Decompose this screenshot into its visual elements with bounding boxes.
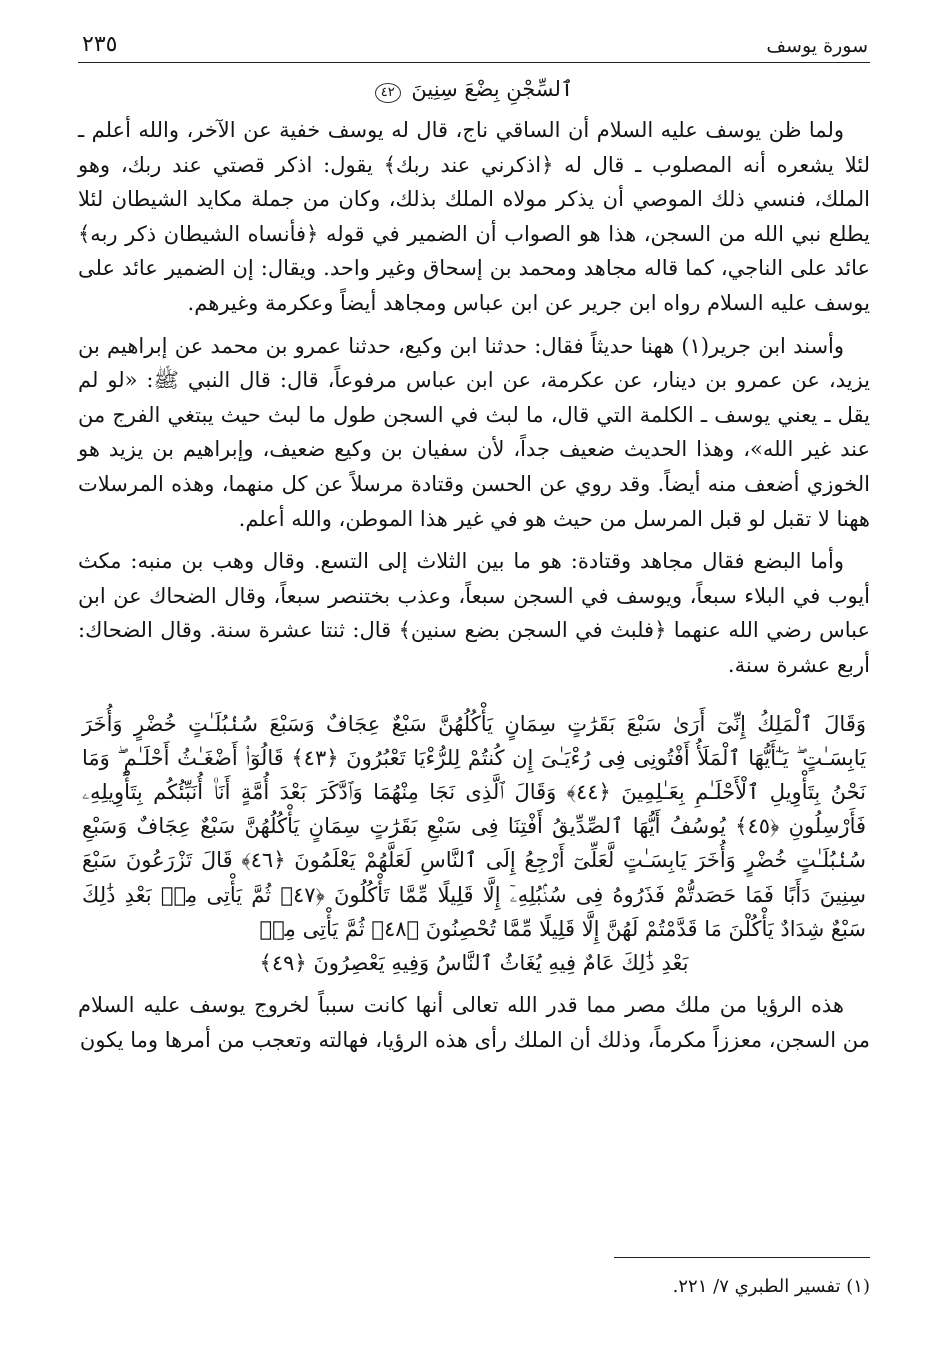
- closing-paragraph: هذه الرؤيا من ملك مصر مما قدر الله تعالى أنها كانت سبباً لخروج يوسف عليه السلام من السجن، معززاً مكرماً، وذلك أن الملك رأى هذه الرؤيا، فهالته وتعجب من أمرها وما يكون: [78, 993, 870, 1052]
- verse-heading: [78, 77, 870, 103]
- footnote-divider: [614, 1257, 870, 1258]
- verse-heading-text: ٱلسِّجْنِ بِضْعَ سِنِينَ: [411, 77, 574, 101]
- commentary-paragraph-2: وأسند ابن جرير(١) ههنا حديثاً فقال: حدثنا ابن وكيع، حدثنا عمرو بن محمد عن إبراهيم بن يزيد، عن عمرو بن دينار، عن عكرمة، عن ابن عباس مرفوعاً، قال: قال النبي ﷺ: «لو لم يقل ـ يعني يوسف ـ الكلمة التي قال، ما لبث في السجن طول ما لبث حيث يبتغي الفرج من عند غير الله»، وهذا الحديث ضعيف جداً، لأن سفيان بن وكيع ضعيف، وإبراهيم بن يزيد هو الخوزي أضعف منه أيضاً. وقد روي عن الحسن وقتادة مرسلاً عن كل منهما، وهذه المرسلات ههنا لا تقبل لو قبل المرسل من حيث هو في غير هذا الموطن، والله أعلم.: [78, 333, 870, 531]
- commentary-paragraph-1: ولما ظن يوسف عليه السلام أن الساقي ناج، قال له يوسف خفية عن الآخر، والله أعلم ـ لئلا يشعره أنه المصلوب ـ قال له ﴿اذكرني عند ربك﴾ يقول: اذكر قصتي عند ربك، وهو الملك، فنسي ذلك الموصي أن يذكر مولاه الملك بذلك، وكان من جملة مكايد الشيطان لئلا يطلع نبي الله من السجن، هذا هو الصواب أن الضمير في قوله ﴿فأنساه الشيطان ذكر ربه﴾ عائد على الناجي، كما قاله مجاهد ومحمد بن إسحاق وغير واحد. ويقال: إن الضمير عائد على يوسف عليه السلام رواه ابن جرير عن ابن عباس ومجاهد أيضاً وعكرمة وغيرهم.: [78, 118, 870, 315]
- quran-passage-last-line: بَعْدِ ذَٰلِكَ عَامٌ فِيهِ يُغَاثُ ٱلنَّاسُ وَفِيهِ يَعْصِرُونَ ﴿٤٩﴾: [259, 950, 689, 975]
- book-page: [78, 32, 870, 1332]
- verse-number: ٤٢: [375, 83, 401, 103]
- surah-title: سورة يوسف: [766, 35, 868, 57]
- quran-passage: [78, 707, 870, 981]
- quran-passage-text: وَقَالَ ٱلْمَلِكُ إِنِّىٓ أَرَىٰ سَبْعَ بَقَرَٰتٍ سِمَانٍ يَأْكُلُهُنَّ سَبْعٌ عِجَافٌ وَسَبْعَ سُنۢبُلَـٰتٍ خُضْرٍ وَأُخَرَ يَابِسَـٰتٍ ۖ يَـٰٓأَيُّهَا ٱلْمَلَأُ أَفْتُونِى فِى رُءْيَـٰىَ إِن كُنتُمْ لِلرُّءْيَا تَعْبُرُونَ ﴿٤٣﴾ قَالُوٓا۟ أَضْغَـٰثُ أَحْلَـٰمٍ ۖ وَمَا نَحْنُ بِتَأْوِيلِ ٱلْأَحْلَـٰمِ بِعَـٰلِمِينَ ﴿٤٤﴾ وَقَالَ ٱلَّذِى نَجَا مِنْهُمَا وَٱدَّكَرَ بَعْدَ أُمَّةٍ أَنَا۠ أُنَبِّئُكُم بِتَأْوِيلِهِۦ فَأَرْسِلُونِ ﴿٤٥﴾ يُوسُفُ أَيُّهَا ٱلصِّدِّيقُ أَفْتِنَا فِى سَبْعِ بَقَرَٰتٍ سِمَانٍ يَأْكُلُهُنَّ سَبْعٌ عِجَافٌ وَسَبْعِ سُنۢبُلَـٰتٍ خُضْرٍ وَأُخَرَ يَابِسَـٰتٍ لَّعَلِّىٓ أَرْجِعُ إِلَى ٱلنَّاسِ لَعَلَّهُمْ يَعْلَمُونَ ﴿٤٦﴾ قَالَ تَزْرَعُونَ سَبْعَ سِنِينَ دَأَبًا فَمَا حَصَدتُّمْ فَذَرُوهُ فِى سُنۢبُلِهِۦٓ إِلَّا قَلِيلًا مِّمَّا تَأْكُلُونَ ﴿٤٧﴾ ثُمَّ يَأْتِى مِنۢ بَعْدِ ذَٰلِكَ سَبْعٌ شِدَادٌ يَأْكُلْنَ مَا قَدَّمْتُمْ لَهُنَّ إِلَّا قَلِيلًا مِّمَّا تُحْصِنُونَ ﴿٤٨﴾ ثُمَّ يَأْتِى مِنۢ: [82, 711, 867, 941]
- running-header: [78, 32, 870, 63]
- footnote: (١) تفسير الطبري ٧/ ٢٢١.: [672, 1276, 870, 1297]
- page-number: ٢٣٥: [82, 32, 118, 57]
- commentary-paragraph-3: وأما البضع فقال مجاهد وقتادة: هو ما بين الثلاث إلى التسع. وقال وهب بن منبه: مكث أيوب في البلاء سبعاً، ويوسف في السجن سبعاً، وعذب بختنصر سبعاً، وقال الضحاك عن ابن عباس رضي الله عنهما ﴿فلبث في السجن بضع سنين﴾ قال: ثنتا عشرة سنة. وقال الضحاك: أربع عشرة سنة.: [78, 549, 870, 677]
